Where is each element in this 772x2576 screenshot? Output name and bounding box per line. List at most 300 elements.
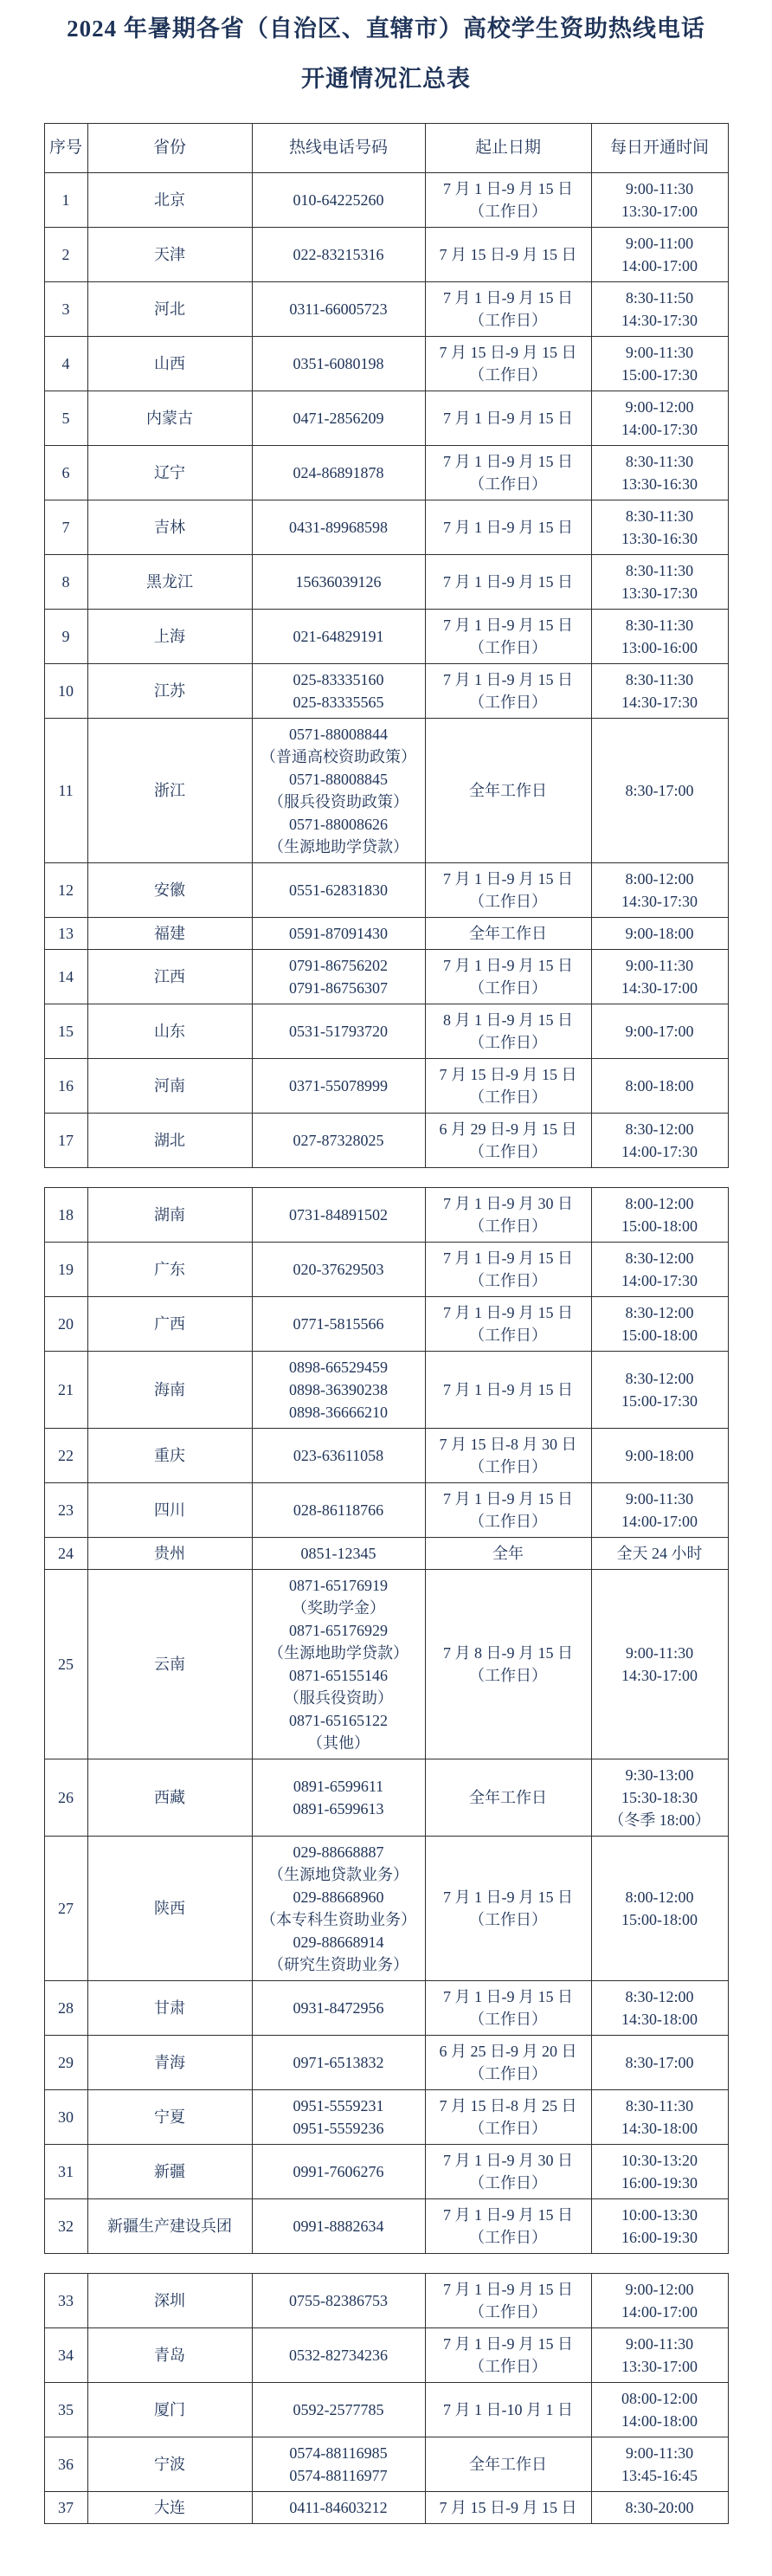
table-row [44, 228, 728, 282]
date-line: （工作日） [469, 1217, 547, 1235]
cell-times [591, 555, 728, 610]
phone-line: 0571-88008844 [289, 726, 388, 743]
date-line: （工作日） [469, 979, 547, 997]
time-line: （冬季 18:00） [608, 1811, 711, 1829]
phone-line: 0551-62831830 [289, 881, 388, 899]
cell-times [591, 1297, 728, 1352]
cell-times [591, 1483, 728, 1538]
cell-dates [425, 2274, 591, 2328]
time-line: 9:00-18:00 [625, 1447, 694, 1464]
date-line: 7 月 1 日-10 月 1 日 [443, 2401, 573, 2418]
cell-phone [252, 391, 425, 446]
phone-line: （服兵役资助政策） [268, 793, 409, 810]
phone-line: 0931-8472956 [293, 1999, 384, 2017]
cell-times [591, 446, 728, 500]
cell-phone [252, 1837, 425, 1981]
cell-times [591, 1352, 728, 1429]
table-row [44, 2383, 728, 2437]
cell-dates [425, 500, 591, 555]
date-line: （工作日） [469, 1272, 547, 1289]
time-line: 13:30-17:00 [621, 203, 698, 220]
cell-dates [425, 610, 591, 664]
phone-line: 0791-86756202 [289, 957, 388, 974]
page-title [0, 14, 772, 94]
cell-phone [252, 610, 425, 664]
time-line: 14:00-17:30 [621, 421, 698, 438]
date-line: （工作日） [469, 1327, 547, 1344]
cell-dates [425, 1059, 591, 1114]
cell-province: 吉林 [87, 500, 252, 555]
cell-dates [425, 1352, 591, 1429]
cell-province: 宁夏 [87, 2090, 252, 2145]
time-line: 16:00-19:30 [621, 2229, 698, 2246]
date-line: 全年 [492, 1545, 524, 1562]
tables-container [0, 123, 772, 2524]
table-row [44, 282, 728, 337]
cell-index: 36 [44, 2437, 87, 2492]
time-line: 13:00-16:00 [621, 639, 698, 656]
cell-index: 37 [44, 2492, 87, 2524]
hotline-table-section-3 [44, 2273, 729, 2524]
date-line: （工作日） [469, 694, 547, 711]
time-line: 8:30-12:00 [625, 1249, 694, 1267]
page-title-line2: 开通情况汇总表 [301, 66, 471, 92]
cell-index: 8 [44, 555, 87, 610]
date-line: （工作日） [469, 2174, 547, 2192]
cell-phone [252, 664, 425, 719]
cell-phone [252, 719, 425, 863]
cell-index: 19 [44, 1243, 87, 1297]
phone-line: 028-86118766 [293, 1501, 384, 1519]
cell-phone [252, 173, 425, 228]
time-line: 08:00-12:00 [621, 2390, 698, 2407]
phone-line: 0991-8882634 [293, 2218, 384, 2235]
date-line: 7 月 8 日-9 月 15 日 [443, 1644, 573, 1662]
cell-province: 北京 [87, 173, 252, 228]
cell-index: 5 [44, 391, 87, 446]
cell-province: 山东 [87, 1004, 252, 1059]
date-line: （工作日） [469, 203, 547, 220]
hotline-table-section-2 [44, 1187, 729, 2254]
date-line: 7 月 15 日-8 月 30 日 [439, 1436, 577, 1453]
time-line: 14:00-17:00 [621, 257, 698, 274]
date-line: 7 月 1 日-9 月 15 日 [443, 1249, 573, 1267]
table-row [44, 2492, 728, 2524]
phone-line: 0311-66005723 [289, 300, 388, 318]
cell-times [591, 337, 728, 391]
phone-line: （生源地贷款业务） [268, 1866, 409, 1883]
cell-index: 24 [44, 1538, 87, 1570]
phone-line: 0592-2577785 [293, 2401, 384, 2418]
date-line: （工作日） [469, 475, 547, 493]
table-row [44, 2328, 728, 2383]
cell-index: 1 [44, 173, 87, 228]
page-title-line1: 2024 年暑期各省（自治区、直辖市）高校学生资助热线电话 [67, 16, 705, 42]
cell-province: 广西 [87, 1297, 252, 1352]
cell-index: 20 [44, 1297, 87, 1352]
cell-times [591, 918, 728, 950]
time-line: 8:30-11:30 [625, 507, 694, 525]
date-line: 全年工作日 [469, 782, 547, 799]
time-line: 8:30-11:30 [625, 617, 694, 634]
cell-phone [252, 337, 425, 391]
table-row [44, 1243, 728, 1297]
date-line: 7 月 15 日-9 月 15 日 [439, 1066, 577, 1083]
time-line: 15:00-17:30 [621, 366, 698, 384]
cell-times [591, 1114, 728, 1168]
table-row [44, 1114, 728, 1168]
date-line: （工作日） [469, 312, 547, 329]
cell-province: 江西 [87, 950, 252, 1004]
time-line: 9:00-12:00 [625, 2281, 694, 2298]
cell-phone [252, 1188, 425, 1243]
time-line: 14:00-17:00 [621, 1513, 698, 1530]
cell-phone [252, 2145, 425, 2199]
cell-times [591, 1759, 728, 1837]
date-line: 7 月 1 日-9 月 15 日 [443, 1381, 573, 1398]
cell-times [591, 2383, 728, 2437]
table-row [44, 2274, 728, 2328]
table-row [44, 2437, 728, 2492]
time-line: 9:00-11:30 [625, 1644, 694, 1662]
phone-line: 0871-65176929 [289, 1622, 388, 1639]
cell-dates [425, 2328, 591, 2383]
time-line: 16:00-19:30 [621, 2174, 698, 2192]
cell-phone [252, 1243, 425, 1297]
table-row [44, 1004, 728, 1059]
cell-dates [425, 1429, 591, 1483]
cell-dates [425, 1837, 591, 1981]
cell-province: 广东 [87, 1243, 252, 1297]
time-line: 8:00-12:00 [625, 1888, 694, 1906]
time-line: 14:30-18:00 [621, 2011, 698, 2028]
time-line: 15:30-18:30 [621, 1789, 698, 1806]
cell-dates [425, 1243, 591, 1297]
table-row [44, 918, 728, 950]
cell-province: 辽宁 [87, 446, 252, 500]
cell-dates [425, 2199, 591, 2254]
date-line: （工作日） [469, 1513, 547, 1530]
phone-line: （服兵役资助） [284, 1689, 393, 1707]
cell-index: 33 [44, 2274, 87, 2328]
time-line: 13:30-17:30 [621, 584, 698, 602]
phone-line: 023-63611058 [293, 1447, 384, 1464]
date-line: 7 月 1 日-9 月 15 日 [443, 671, 573, 688]
header-row [44, 124, 728, 173]
phone-line: 0771-5815566 [293, 1315, 384, 1333]
cell-phone [252, 2492, 425, 2524]
cell-province: 西藏 [87, 1759, 252, 1837]
phone-line: 027-87328025 [293, 1132, 384, 1149]
cell-phone [252, 1483, 425, 1538]
phone-line: 0351-6080198 [293, 355, 384, 372]
cell-province: 宁波 [87, 2437, 252, 2492]
cell-province: 四川 [87, 1483, 252, 1538]
column-header-5: 每日开通时间 [591, 124, 728, 173]
table-row [44, 950, 728, 1004]
cell-times [591, 2090, 728, 2145]
cell-dates [425, 228, 591, 282]
time-line: 14:30-17:30 [621, 312, 698, 329]
cell-province: 海南 [87, 1352, 252, 1429]
time-line: 13:30-17:00 [621, 2358, 698, 2375]
cell-province: 山西 [87, 337, 252, 391]
cell-times [591, 610, 728, 664]
date-line: 8 月 1 日-9 月 15 日 [443, 1011, 573, 1029]
phone-line: 020-37629503 [293, 1261, 384, 1278]
phone-line: 029-88668887 [293, 1843, 384, 1861]
table-row [44, 664, 728, 719]
cell-province: 河南 [87, 1059, 252, 1114]
cell-index: 6 [44, 446, 87, 500]
cell-dates [425, 173, 591, 228]
time-line: 15:00-17:30 [621, 1392, 698, 1410]
date-line: （工作日） [469, 1911, 547, 1928]
cell-dates [425, 719, 591, 863]
time-line: 8:30-12:00 [625, 1304, 694, 1321]
cell-phone [252, 1759, 425, 1837]
time-line: 9:00-11:30 [625, 2444, 694, 2462]
phone-line: 0531-51793720 [289, 1023, 388, 1040]
cell-province: 江苏 [87, 664, 252, 719]
cell-dates [425, 2145, 591, 2199]
time-line: 8:30-11:30 [625, 453, 694, 470]
cell-phone [252, 1538, 425, 1570]
table-row [44, 2036, 728, 2090]
cell-dates [425, 1981, 591, 2036]
time-line: 8:30-20:00 [625, 2499, 694, 2516]
table-row [44, 1352, 728, 1429]
cell-times [591, 950, 728, 1004]
time-line: 9:00-18:00 [625, 925, 694, 942]
phone-line: 0898-66529459 [289, 1359, 388, 1376]
cell-times [591, 228, 728, 282]
cell-dates [425, 2090, 591, 2145]
cell-province: 甘肃 [87, 1981, 252, 2036]
table-row [44, 500, 728, 555]
date-line: （工作日） [469, 639, 547, 656]
date-line: （工作日） [469, 1034, 547, 1051]
table-row [44, 1981, 728, 2036]
cell-index: 10 [44, 664, 87, 719]
table-row [44, 173, 728, 228]
date-line: 7 月 1 日-9 月 15 日 [443, 519, 573, 536]
phone-line: （奖助学金） [292, 1599, 385, 1617]
cell-province: 福建 [87, 918, 252, 950]
cell-phone [252, 2199, 425, 2254]
cell-province: 深圳 [87, 2274, 252, 2328]
cell-times [591, 2492, 728, 2524]
cell-index: 7 [44, 500, 87, 555]
cell-phone [252, 1570, 425, 1759]
cell-province: 重庆 [87, 1429, 252, 1483]
cell-index: 32 [44, 2199, 87, 2254]
cell-times [591, 1188, 728, 1243]
date-line: （工作日） [469, 2120, 547, 2137]
cell-dates [425, 950, 591, 1004]
time-line: 全天 24 小时 [616, 1545, 703, 1562]
cell-times [591, 1429, 728, 1483]
cell-index: 12 [44, 863, 87, 918]
date-line: 7 月 1 日-9 月 15 日 [443, 2335, 573, 2353]
phone-line: （本专科生资助业务） [261, 1911, 416, 1928]
cell-times [591, 2199, 728, 2254]
date-line: 7 月 1 日-9 月 15 日 [443, 1888, 573, 1906]
date-line: 7 月 1 日-9 月 15 日 [443, 410, 573, 427]
date-line: （工作日） [469, 2358, 547, 2375]
date-line: 7 月 1 日-9 月 15 日 [443, 957, 573, 974]
date-line: 7 月 1 日-9 月 30 日 [443, 2152, 573, 2169]
cell-times [591, 1243, 728, 1297]
cell-phone [252, 2328, 425, 2383]
cell-phone [252, 500, 425, 555]
time-line: 8:00-12:00 [625, 1195, 694, 1212]
phone-line: 0791-86756307 [289, 979, 388, 997]
phone-line: 0431-89968598 [289, 519, 388, 536]
time-line: 8:30-12:00 [625, 1370, 694, 1387]
date-line: 6 月 29 日-9 月 15 日 [439, 1120, 577, 1138]
date-line: 全年工作日 [469, 1789, 547, 1806]
cell-index: 14 [44, 950, 87, 1004]
cell-dates [425, 1570, 591, 1759]
phone-line: 010-64225260 [293, 191, 384, 209]
date-line: 7 月 15 日-9 月 15 日 [439, 2499, 577, 2516]
cell-dates [425, 2492, 591, 2524]
cell-index: 25 [44, 1570, 87, 1759]
date-line: （工作日） [469, 1458, 547, 1475]
cell-index: 27 [44, 1837, 87, 1981]
cell-province: 厦门 [87, 2383, 252, 2437]
cell-times [591, 500, 728, 555]
table-row [44, 2145, 728, 2199]
time-line: 8:00-18:00 [625, 1077, 694, 1094]
cell-index: 34 [44, 2328, 87, 2383]
hotline-table-section-1 [44, 123, 729, 1168]
date-line: 全年工作日 [469, 2456, 547, 2473]
date-line: 7 月 15 日-9 月 15 日 [439, 344, 577, 361]
phone-line: （生源地助学贷款） [268, 838, 409, 855]
time-line: 14:30-18:00 [621, 2120, 698, 2137]
cell-province: 上海 [87, 610, 252, 664]
cell-index: 16 [44, 1059, 87, 1114]
cell-dates [425, 918, 591, 950]
cell-phone [252, 950, 425, 1004]
cell-dates [425, 1004, 591, 1059]
date-line: 7 月 1 日-9 月 15 日 [443, 870, 573, 888]
phone-line: 0851-12345 [300, 1545, 376, 1562]
cell-times [591, 2328, 728, 2383]
table-row [44, 1059, 728, 1114]
date-line: 7 月 15 日-9 月 15 日 [439, 246, 577, 263]
phone-line: 0891-6599613 [293, 1800, 384, 1817]
cell-province: 大连 [87, 2492, 252, 2524]
phone-line: 0891-6599611 [293, 1778, 384, 1795]
date-line: 7 月 1 日-9 月 15 日 [443, 2206, 573, 2224]
cell-phone [252, 1004, 425, 1059]
table-row [44, 1837, 728, 1981]
column-header-2: 省份 [87, 124, 252, 173]
time-line: 8:30-17:00 [625, 782, 694, 799]
time-line: 13:30-16:30 [621, 475, 698, 493]
time-line: 13:45-16:45 [621, 2467, 698, 2484]
cell-dates [425, 1188, 591, 1243]
cell-dates [425, 2383, 591, 2437]
date-line: （工作日） [469, 2011, 547, 2028]
cell-province: 安徽 [87, 863, 252, 918]
cell-phone [252, 446, 425, 500]
date-line: （工作日） [469, 2229, 547, 2246]
table-row [44, 863, 728, 918]
table-row [44, 391, 728, 446]
cell-index: 22 [44, 1429, 87, 1483]
cell-province: 新疆 [87, 2145, 252, 2199]
cell-province: 黑龙江 [87, 555, 252, 610]
table-row [44, 1297, 728, 1352]
cell-province: 云南 [87, 1570, 252, 1759]
table-row [44, 337, 728, 391]
cell-index: 11 [44, 719, 87, 863]
time-line: 14:30-17:00 [621, 1667, 698, 1684]
date-line: 7 月 1 日-9 月 15 日 [443, 1988, 573, 2005]
phone-line: 021-64829191 [293, 628, 384, 645]
phone-line: 0532-82734236 [289, 2347, 388, 2364]
date-line: 7 月 1 日-9 月 15 日 [443, 1490, 573, 1508]
cell-phone [252, 2090, 425, 2145]
cell-province: 新疆生产建设兵团 [87, 2199, 252, 2254]
cell-province: 湖南 [87, 1188, 252, 1243]
cell-dates [425, 863, 591, 918]
cell-index: 9 [44, 610, 87, 664]
cell-dates [425, 1114, 591, 1168]
phone-line: 0574-88116985 [289, 2444, 388, 2462]
cell-province: 浙江 [87, 719, 252, 863]
time-line: 14:30-17:30 [621, 694, 698, 711]
cell-phone [252, 282, 425, 337]
cell-phone [252, 1059, 425, 1114]
time-line: 10:00-13:30 [621, 2206, 698, 2224]
date-line: 7 月 1 日-9 月 15 日 [443, 180, 573, 197]
phone-line: 0755-82386753 [289, 2292, 388, 2309]
phone-line: 0731-84891502 [289, 1206, 388, 1223]
time-line: 9:00-11:30 [625, 2335, 694, 2353]
column-header-3: 热线电话号码 [252, 124, 425, 173]
cell-dates [425, 664, 591, 719]
cell-phone [252, 2274, 425, 2328]
date-line: （工作日） [469, 366, 547, 384]
cell-province: 贵州 [87, 1538, 252, 1570]
date-line: 7 月 1 日-9 月 30 日 [443, 1195, 573, 1212]
date-line: （工作日） [469, 2065, 547, 2082]
time-line: 8:30-11:30 [625, 2097, 694, 2114]
cell-index: 17 [44, 1114, 87, 1168]
table-row [44, 1538, 728, 1570]
phone-line: 0971-6513832 [293, 2054, 384, 2071]
date-line: 6 月 25 日-9 月 20 日 [439, 2043, 577, 2060]
cell-index: 35 [44, 2383, 87, 2437]
cell-times [591, 282, 728, 337]
cell-times [591, 1981, 728, 2036]
cell-times [591, 2145, 728, 2199]
time-line: 13:30-16:30 [621, 530, 698, 547]
cell-times [591, 173, 728, 228]
time-line: 14:00-17:00 [621, 2303, 698, 2321]
cell-province: 陕西 [87, 1837, 252, 1981]
cell-province: 天津 [87, 228, 252, 282]
cell-dates [425, 1483, 591, 1538]
cell-dates [425, 2437, 591, 2492]
cell-dates [425, 1297, 591, 1352]
table-row [44, 1429, 728, 1483]
